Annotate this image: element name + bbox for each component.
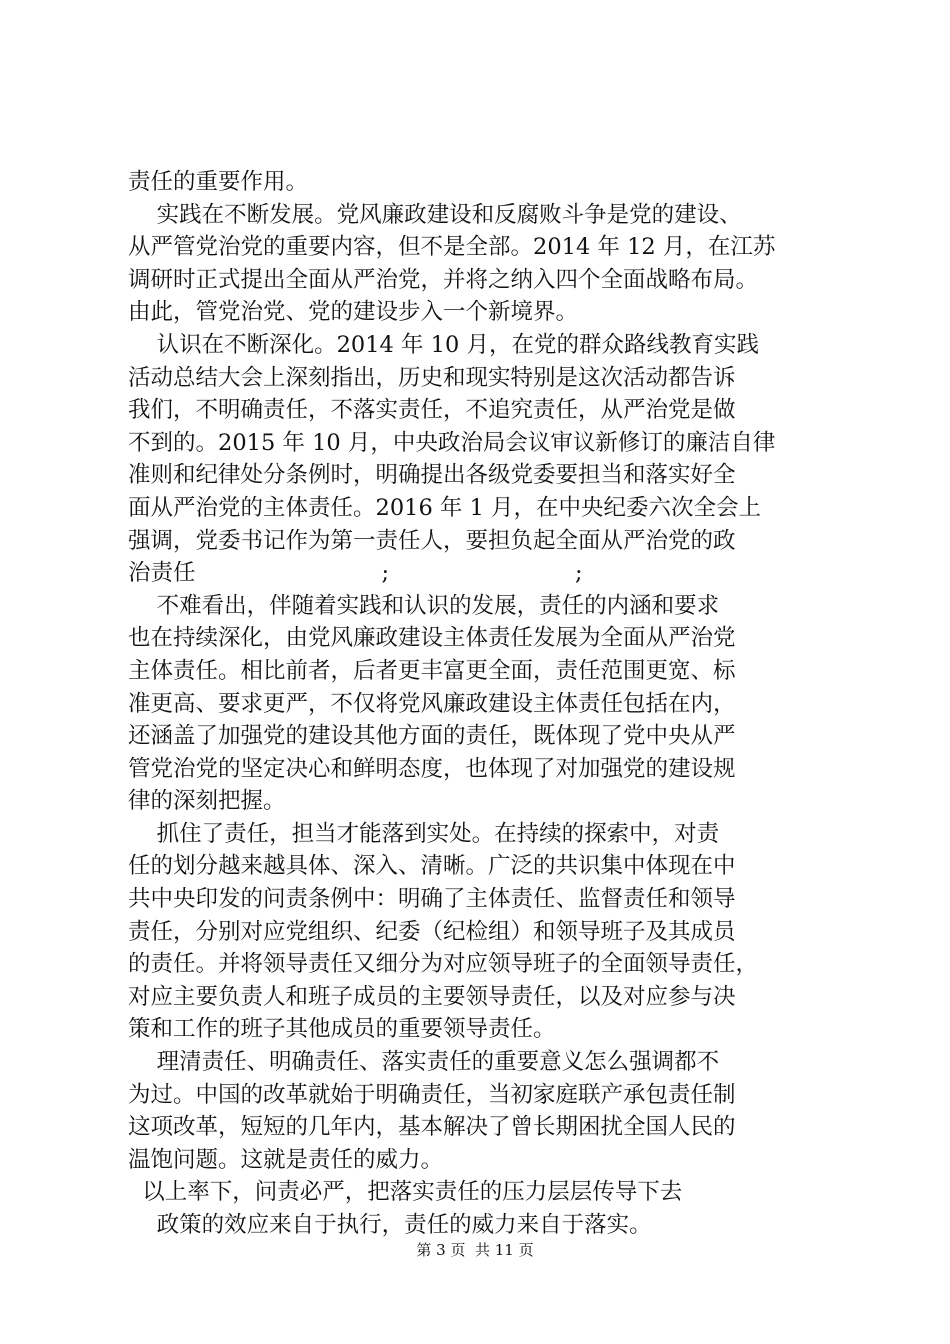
page-number-footer: 第 3 页 共 11 页 bbox=[416, 1241, 534, 1259]
text-line: 抓住了责任，担当才能落到实处。在持续的探索中，对责 bbox=[128, 820, 720, 847]
text-line: 从严管党治党的重要内容，但不是全部。2014 年 12 月，在江苏 bbox=[128, 234, 776, 261]
text-line: 管党治党的坚定决心和鲜明态度，也体现了对加强党的建设规 bbox=[128, 755, 736, 782]
text-line: 我们，不明确责任，不落实责任，不追究责任，从严治党是做 bbox=[128, 397, 736, 424]
text-line: 认识在不断深化。2014 年 10 月，在党的群众路线教育实践 bbox=[128, 331, 759, 358]
text-line: 强调，党委书记作为第一责任人，要担负起全面从严治党的政 bbox=[128, 527, 736, 554]
text-line: 活动总结大会上深刻指出，历史和现实特别是这次活动都告诉 bbox=[128, 364, 736, 391]
text-line: 治责任 ; ; bbox=[128, 560, 583, 587]
text-line: 责任，分别对应党组织、纪委（纪检组）和领导班子及其成员 bbox=[128, 918, 736, 945]
text-line: 准则和纪律处分条例时，明确提出各级党委要担当和落实好全 bbox=[128, 462, 736, 489]
text-line: 为过。中国的改革就始于明确责任，当初家庭联产承包责任制 bbox=[128, 1081, 736, 1108]
text-line: 主体责任。相比前者，后者更丰富更全面，责任范围更宽、标 bbox=[128, 657, 736, 684]
text-line: 这项改革，短短的几年内，基本解决了曾长期困扰全国人民的 bbox=[128, 1114, 736, 1141]
text-line: 调研时正式提出全面从严治党，并将之纳入四个全面战略布局。 bbox=[128, 266, 759, 293]
text-line: 还涵盖了加强党的建设其他方面的责任，既体现了党中央从严 bbox=[128, 723, 736, 750]
document-body bbox=[128, 166, 838, 1242]
text-line: 准更高、要求更严，不仅将党风廉政建设主体责任包括在内， bbox=[128, 690, 736, 717]
text-line: 由此，管党治党、党的建设步入一个新境界。 bbox=[128, 299, 579, 326]
text-line: 律的深刻把握。 bbox=[128, 788, 286, 815]
text-line: 也在持续深化，由党风廉政建设主体责任发展为全面从严治党 bbox=[128, 625, 736, 652]
text-line: 任的划分越来越具体、深入、清晰。广泛的共识集中体现在中 bbox=[128, 853, 736, 880]
text-line: 理清责任、明确责任、落实责任的重要意义怎么强调都不 bbox=[128, 1049, 720, 1076]
text-line: 共中央印发的问责条例中：明确了主体责任、监督责任和领导 bbox=[128, 886, 736, 913]
text-line: 责任的重要作用。 bbox=[128, 169, 309, 195]
text-line: 的责任。并将领导责任又细分为对应领导班子的全面领导责任， bbox=[128, 951, 759, 978]
text-line: 温饱问题。这就是责任的威力。 bbox=[128, 1146, 444, 1173]
text-line: 实践在不断发展。党风廉政建设和反腐败斗争是党的建设、 bbox=[128, 201, 742, 228]
text-line: 不到的。2015 年 10 月，中央政治局会议审议新修订的廉洁自律 bbox=[128, 429, 776, 456]
text-line: 面从严治党的主体责任。2016 年 1 月，在中央纪委六次全会上 bbox=[128, 494, 762, 521]
text-line: 策和工作的班子其他成员的重要领导责任。 bbox=[128, 1016, 556, 1043]
text-line: 政策的效应来自于执行，责任的威力来自于落实。 bbox=[128, 1212, 652, 1238]
text-line: 对应主要负责人和班子成员的主要领导责任，以及对应参与决 bbox=[128, 983, 736, 1010]
text-line: 不难看出，伴随着实践和认识的发展，责任的内涵和要求 bbox=[128, 592, 720, 619]
section-heading: 以上率下，问责必严，把落实责任的压力层层传导下去 bbox=[128, 1179, 683, 1206]
